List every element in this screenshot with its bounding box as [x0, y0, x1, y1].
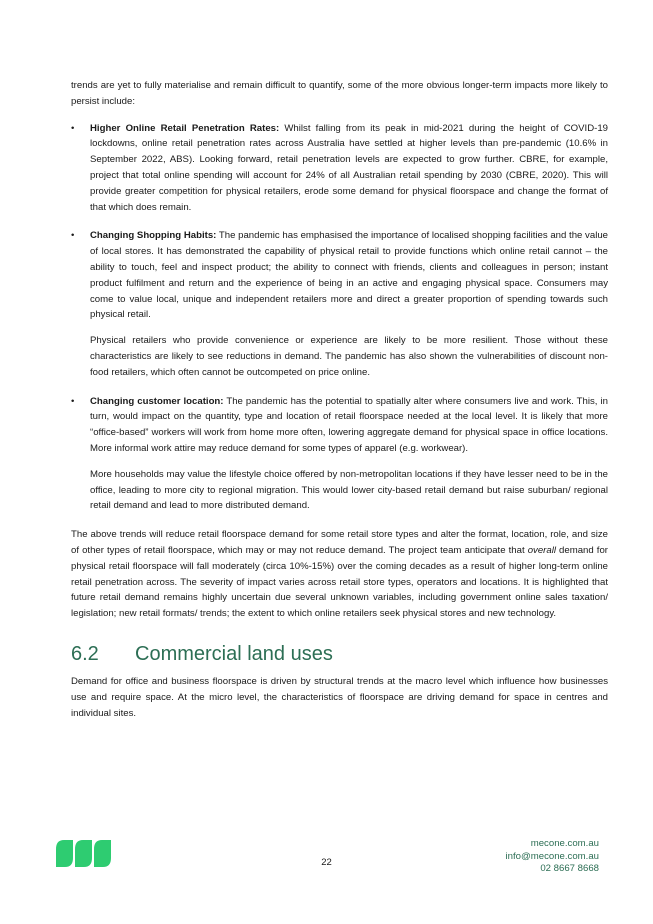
summary-paragraph: [71, 527, 608, 622]
bullet-text: Whilst falling from its peak in mid-2021 during the height of COVID-19 lockdowns, online retail penetration rates across Australia have settled at higher levels than pre-pandemic (10.6% in September 2022, ABS). Looking forward, retail penetration levels are expected to grow further. CBRE, for example, project that total online spending will account for 24% of all Australian retail spending by 2030 (CBRE, 2020). This will provide greater competition for physical retailers, erode some demand for physical floorspace and change the format of that which does remain.: [90, 122, 608, 213]
bullet-sub-paragraph: More households may value the lifestyle choice offered by non-metropolitan locations if they have lesser need to be in the office, leading to more city to regional migration. This would lower city-based retail demand but raise suburban/ regional retail demand and lead to more distributed demand.: [90, 468, 608, 512]
section-number: 6.2: [71, 642, 99, 665]
bullet-marker: •: [71, 395, 75, 407]
section-title: Commercial land uses: [135, 642, 333, 665]
contact-block: [506, 838, 599, 876]
section-heading: [71, 643, 608, 666]
section-paragraph: Demand for office and business floorspace is driven by structural trends at the macro level which influence how businesses use and require space. At the micro level, the characteristics of floorspace are driving demand for space in centres and individual sites.: [71, 675, 608, 719]
intro-paragraph: trends are yet to fully materialise and remain difficult to quantify, some of the more obvious longer-term impacts more likely to persist include:: [71, 80, 608, 107]
summary-text: demand for physical retail floorspace will fall moderately (circa 10%-15%) over the coming decades as a result of higher long-term online retail penetration across. The severity of impact varies across retail store types, operators and locations. It is highlighted that future retail demand remains highly uncertain due several unknown variables, including government online sales taxation/ legislation; new retail formats/ trends; the extent to which online retailers seek physical stores and new technology.: [71, 544, 608, 620]
bullet-marker: •: [71, 122, 75, 134]
bullet-lead: Higher Online Retail Penetration Rates:: [90, 122, 280, 134]
bullet-online-retail: [71, 121, 608, 216]
website-link[interactable]: mecone.com.au: [530, 838, 599, 849]
email-link[interactable]: info@mecone.com.au: [505, 850, 599, 862]
bullet-marker: •: [71, 230, 75, 242]
bullet-customer-location: [71, 394, 608, 515]
page-number: 22: [321, 857, 332, 868]
summary-emphasis: overall: [527, 544, 556, 556]
bullet-sub-paragraph: Physical retailers who provide convenience or experience are likely to be more resilient. Those without these characteristics are likely to see reductions in demand. The pandemic has also shown the vulnerabilities of discount non-food retailers, which often cannot be outcompeted on price online.: [90, 335, 608, 378]
bullet-text: The pandemic has emphasised the importance of localised shopping facilities and the value of local stores. It has demonstrated the capability of physical retail to provide functions which online retail cannot – the ability to touch, feel and inspect product; the ability to connect with friends, clients and colleagues in person; instant product fulfilment and return and the experience of being in an active and engaging physical space. Consumers may come to value local, unique and independent retailers more and direct a greater proportion of spending towards such physical retail.: [90, 230, 608, 321]
bullet-lead: Changing customer location:: [90, 395, 224, 407]
bullet-lead: Changing Shopping Habits:: [90, 230, 217, 242]
bullet-shopping-habits: [71, 228, 608, 380]
bullet-text: The pandemic has the potential to spatially alter where consumers live and work. This, in turn, would impact on the quantity, type and location of retail floorspace needed at the local level. It is likely that more “office-based” workers will work from home more often, lowering aggregate demand for physical space in office locations. More informal work attire may reduce demand for some types of apparel (e.g. workwear).: [90, 395, 608, 454]
body-content: [71, 78, 608, 721]
phone-number: 02 8667 8668: [540, 863, 599, 874]
summary-text: The above trends will reduce retail floorspace demand for some retail store types and alter the format, location, role, and size of other types of retail floorspace, which may or may not reduce demand. The project team anticipate that: [71, 529, 608, 556]
